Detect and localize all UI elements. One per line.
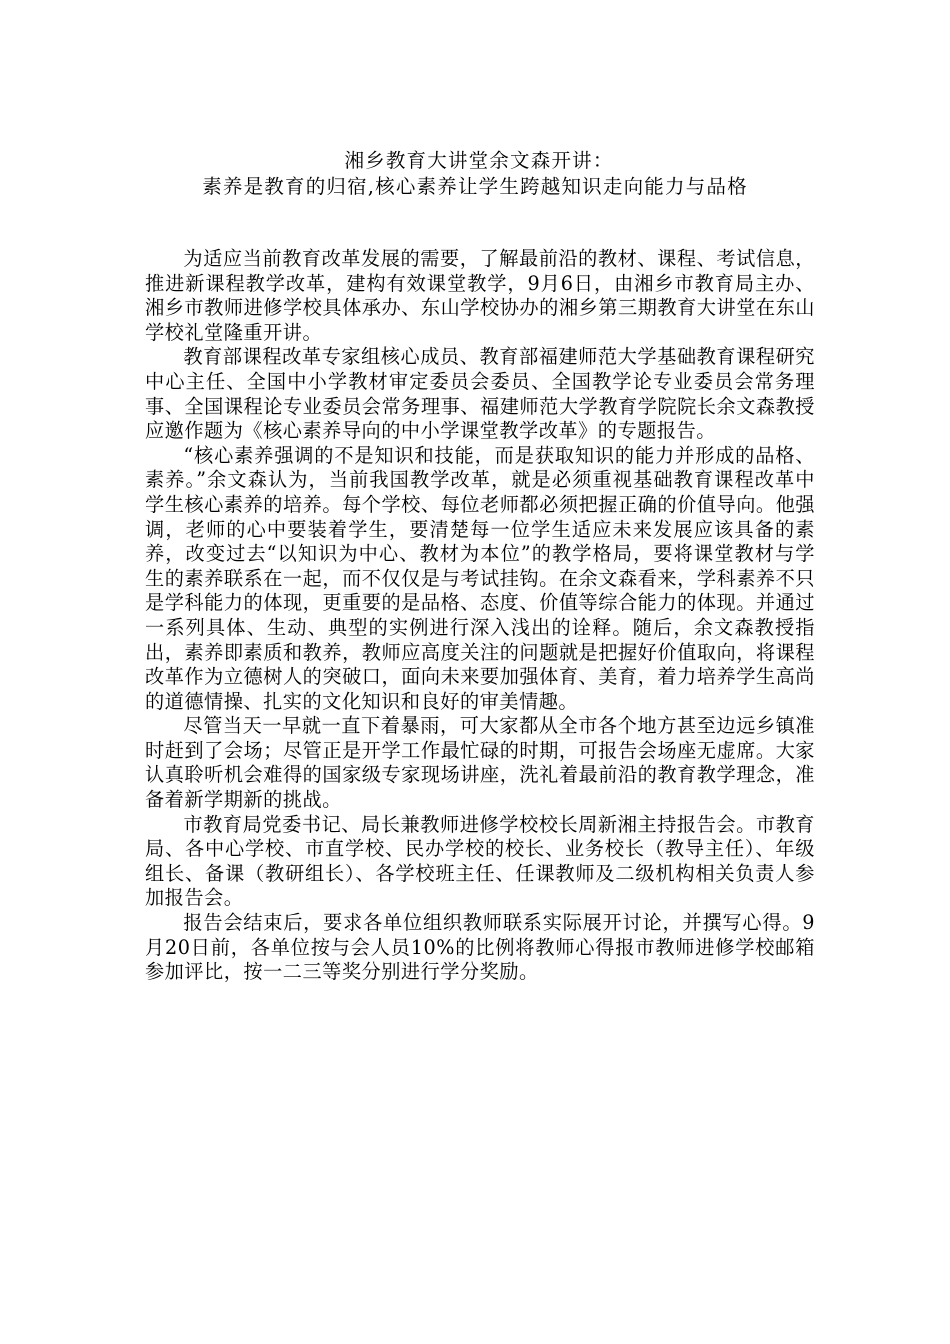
title-line-2: 素养是教育的归宿,核心素养让学生跨越知识走向能力与品格	[202, 175, 748, 198]
paragraph-5: 市教育局党委书记、局长兼教师进修学校校长周新湘主持报告会。市教育局、各中心学校、市直学校、民办学校的校长、业务校长（教导主任）、年级组长、备课（教研组长）、各学校班主任、任课教师及二级机构相关负责人参加报告会。	[145, 812, 815, 910]
paragraph-1: 为适应当前教育改革发展的需要，了解最前沿的教材、课程、考试信息，推进新课程教学改革，建构有效课堂教学，9月6日，由湘乡市教育局主办、湘乡市教师进修学校具体承办、东山学校协办的湘乡第三期教育大讲堂在东山学校礼堂隆重开讲。	[145, 247, 815, 344]
paragraph-4: 尽管当天一早就一直下着暴雨，可大家都从全市各个地方甚至边远乡镇准时赶到了会场；尽管正是开学工作最忙碌的时期，可报告会场座无虚席。大家认真聆听机会难得的国家级专家现场讲座，洗礼着最前沿的教育教学理念，准备着新学期新的挑战。	[145, 714, 815, 812]
title-line-1: 湘乡教育大讲堂余文森开讲：	[344, 149, 614, 172]
paragraph-2: 教育部课程改革专家组核心成员、教育部福建师范大学基础教育课程研究中心主任、全国中小学教材审定委员会委员、全国教学论专业委员会常务理事、全国课程论专业委员会常务理事、福建师范大学教育学院院长余文森教授应邀作题为《核心素养导向的中小学课堂教学改革》的专题报告。	[145, 345, 815, 443]
paragraph-6: 报告会结束后，要求各单位组织教师联系实际展开讨论，并撰写心得。9月20日前，各单位按与会人员10%的比例将教师心得报市教师进修学校邮箱参加评比，按一二三等奖分别进行学分奖励。	[145, 911, 815, 984]
paragraph-3: “核心素养强调的不是知识和技能，而是获取知识的能力并形成的品格、素养。”余文森认为，当前我国教学改革，就是必须重视基础教育课程改革中学生核心素养的培养。每个学校、每位老师都必须把握正确的价值导向。他强调，老师的心中要装着学生，要清楚每一位学生适应未来发展应该具备的素养，改变过去“以知识为中心、教材为本位”的教学格局，要将课堂教材与学生的素养联系在一起，而不仅仅是与考试挂钩。在余文森看来，学科素养不只是学科能力的体现，更重要的是品格、态度、价值等综合能力的体现。并通过一系列具体、生动、典型的实例进行深入浅出的诠释。随后，余文森教授指出，素养即素质和教养，教师应高度关注的问题就是把握好价值取向，将课程改革作为立德树人的突破口，面向未来要加强体育、美育，着力培养学生高尚的道德情操、扎实的文化知识和良好的审美情趣。	[145, 443, 815, 713]
document-title	[0, 148, 950, 200]
document-body	[145, 247, 815, 985]
